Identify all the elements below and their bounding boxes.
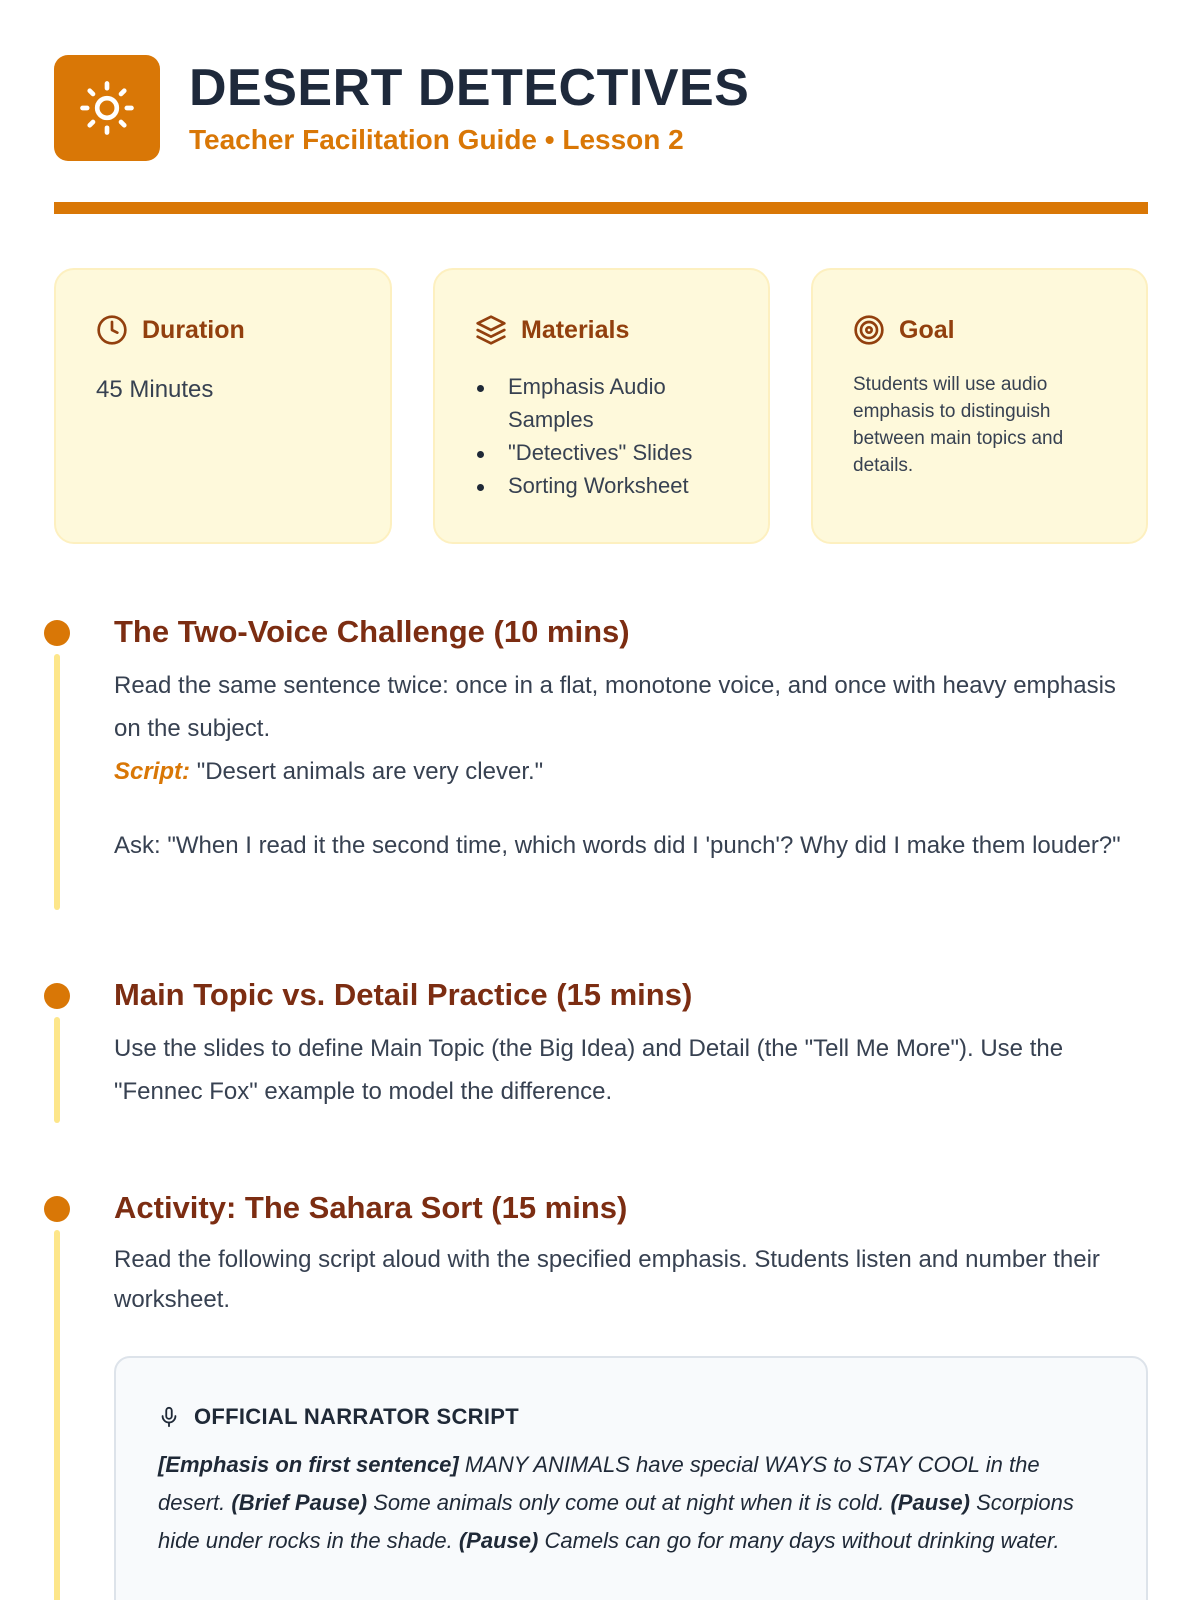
section-text: Read the same sentence twice: once in a flat, monotone voice, and once with heavy emphasis on the subject. — [114, 672, 1116, 742]
script-line: MANY ANIMALS have special WAYS to STAY COOL in the desert. — [158, 1452, 1040, 1515]
target-icon — [853, 314, 885, 346]
timeline-dot — [44, 1196, 70, 1222]
sun-icon — [79, 80, 135, 136]
narrator-text — [158, 1446, 1108, 1560]
goal-text: Students will use audio emphasis to distinguish between main topics and details. — [853, 374, 1064, 476]
section-text: Use the slides to define Main Topic (the Big Idea) and Detail (the "Tell Me More"). Use the "Fennec Fox" example to model the difference. — [114, 1035, 1064, 1105]
script-line: Some animals only come out at night when it is cold. — [367, 1490, 891, 1515]
goal-card — [811, 268, 1148, 544]
microphone-icon — [158, 1405, 180, 1429]
timeline-line — [54, 1230, 60, 1600]
script-text: "Desert animals are very clever." — [196, 758, 544, 785]
script-line: Scorpions hide under rocks in the shade. — [158, 1490, 1074, 1553]
section-two-voice-challenge — [44, 614, 1148, 910]
list-item: Sorting Worksheet — [475, 469, 725, 502]
section-ask: Ask: "When I read it the second time, which words did I 'punch'? Why did I make them louder?" — [114, 832, 1121, 859]
page-header — [54, 54, 749, 162]
page-subtitle: Teacher Facilitation Guide • Lesson 2 — [189, 124, 684, 155]
materials-title: Materials — [521, 315, 630, 344]
narrator-title: OFFICIAL NARRATOR SCRIPT — [194, 1404, 519, 1429]
script-cue: [Emphasis on first sentence] — [158, 1452, 459, 1477]
section-title: The Two-Voice Challenge (10 mins) — [114, 614, 630, 649]
duration-value: 45 Minutes — [96, 376, 214, 403]
clock-icon — [96, 314, 128, 346]
list-item: Emphasis Audio Samples — [475, 370, 725, 436]
goal-title: Goal — [899, 315, 955, 344]
section-main-topic-practice — [44, 977, 1148, 1123]
timeline-dot — [44, 620, 70, 646]
logo — [54, 55, 160, 161]
list-item: "Detectives" Slides — [475, 436, 725, 469]
timeline-line — [54, 1017, 60, 1123]
duration-card — [54, 268, 392, 544]
section-text: Read the following script aloud with the specified emphasis. Students listen and number their worksheet. — [114, 1246, 1100, 1313]
section-title: Activity: The Sahara Sort (15 mins) — [114, 1190, 628, 1225]
materials-card — [433, 268, 770, 544]
script-line: Camels can go for many days without drinking water. — [538, 1528, 1060, 1553]
layers-icon — [475, 314, 507, 346]
script-line — [114, 750, 1144, 793]
duration-title: Duration — [142, 315, 245, 344]
narrator-script-box — [114, 1356, 1148, 1600]
timeline-line — [54, 654, 60, 910]
section-title: Main Topic vs. Detail Practice (15 mins) — [114, 977, 693, 1012]
materials-list — [475, 370, 725, 502]
script-cue: (Brief Pause) — [231, 1490, 368, 1515]
script-cue: (Pause) — [890, 1490, 970, 1515]
script-label: Script: — [114, 758, 191, 785]
timeline-dot — [44, 983, 70, 1009]
page-title: DESERT DETECTIVES — [189, 59, 750, 117]
script-cue: (Pause) — [458, 1528, 539, 1553]
header-divider — [54, 202, 1148, 214]
